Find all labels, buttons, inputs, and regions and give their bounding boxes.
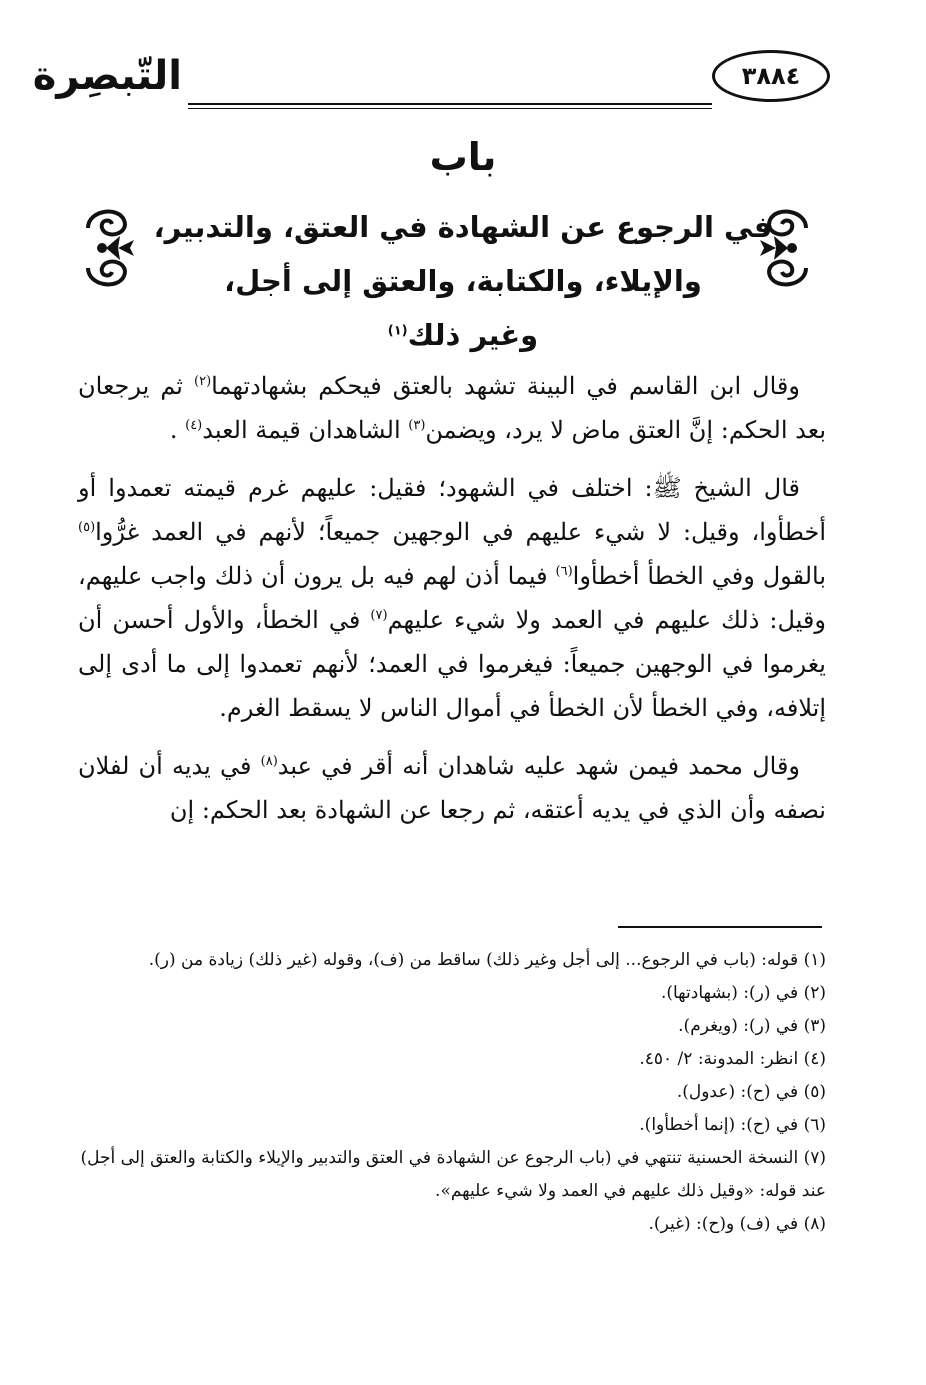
footnote-ref: (١) <box>387 323 408 339</box>
main-text <box>78 364 826 846</box>
footnote: (٥) في (ح): (عدول). <box>676 1082 826 1102</box>
text-run: وقال ابن القاسم في البينة تشهد بالعتق فيحكم بشهادتهما <box>211 372 800 400</box>
paragraph <box>78 744 826 832</box>
footnote: (٧) النسخة الحسنية تنتهي في (باب الرجوع عن الشهادة في العتق والتدبير والإيلاء والكتابة والعتق إلى أجل) عند قوله: «وقيل ذلك عليهم في العمد ولا شيء عليهم». <box>80 1148 826 1201</box>
chapter-title-line: والإيلاء، والكتابة، والعتق إلى أجل، <box>224 264 702 298</box>
footnote-ref: (٦) <box>555 564 573 579</box>
footnote-divider <box>618 926 822 928</box>
text-run: بالقول وفي الخطأ أخطأوا <box>572 562 827 590</box>
paragraph <box>78 364 826 452</box>
footnotes <box>78 944 826 1241</box>
footnote-ref: (٥) <box>78 520 96 535</box>
chapter-title-last: وغير ذلك <box>407 318 539 352</box>
floral-ornament-icon <box>78 200 142 296</box>
footnote: (٦) في (ح): (إنما أخطأوا). <box>639 1115 826 1135</box>
footnote: (٣) في (ر): (ويغرم). <box>678 1016 826 1036</box>
running-title: التّبصِرة <box>32 53 182 99</box>
footnote-ref: (٧) <box>370 608 388 623</box>
header-rule <box>188 103 712 105</box>
footnote-ref: (٨) <box>260 754 278 769</box>
footnote: (٤) انظر: المدونة: ٢/ ٤٥٠. <box>639 1049 826 1069</box>
text-run: في يديه أن لفلان نصفه وأن الذي في يديه أعتقه، ثم رجعا عن الشهادة بعد الحكم: إن <box>78 752 826 824</box>
footnote-ref: (٢) <box>194 374 212 389</box>
text-run: . <box>169 416 186 444</box>
text-run: في الخطأ، والأول أحسن أن يغرموا في الوجهين جميعاً: فيغرموا في العمد؛ لأنهم تعمدوا إلى ما أدى إلى إتلافه، وفي الخطأ لأن الخطأ في أموال الناس لا يسقط الغرم. <box>78 606 826 722</box>
text-run: وقال محمد فيمن شهد عليه شاهدان أنه أقر في عبد <box>277 752 801 780</box>
text-run: الشاهدان قيمة العبد <box>202 416 409 444</box>
footnote: (٨) في (ف) و(ح): (غير). <box>648 1214 826 1234</box>
page-number: ٣٨٨٤ <box>712 50 830 102</box>
footnote: (١) قوله: (باب في الرجوع... إلى أجل وغير ذلك) ساقط من (ف)، وقوله (غير ذلك) زيادة من (ر). <box>148 950 826 970</box>
chapter-label: باب <box>429 135 497 179</box>
footnote-ref: (٣) <box>408 418 426 433</box>
footnote: (٢) في (ر): (بشهادتها). <box>660 983 826 1003</box>
text-run: ثم يرجعان بعد الحكم: إنَّ العتق ماض لا يرد، ويضمن <box>78 372 826 444</box>
header-rule-thin <box>188 108 712 109</box>
footnote-ref: (٤) <box>185 418 203 433</box>
paragraph <box>78 466 826 730</box>
chapter-title-line: في الرجوع عن الشهادة في العتق، والتدبير، <box>153 210 773 244</box>
text-run: قال الشيخ ﷺ: اختلف في الشهود؛ فقيل: عليهم غرم قيمته تعمدوا أو أخطأوا، وقيل: لا شيء عليهم في الوجهين جميعاً؛ لأنهم في العمد غرُّوا <box>78 474 826 546</box>
text-run: فيما أذن لهم فيه بل يرون أن ذلك واجب عليهم، وقيل: ذلك عليهم في العمد ولا شيء عليهم <box>78 562 826 634</box>
chapter-title <box>150 200 776 362</box>
chapter-title-line <box>150 308 776 362</box>
